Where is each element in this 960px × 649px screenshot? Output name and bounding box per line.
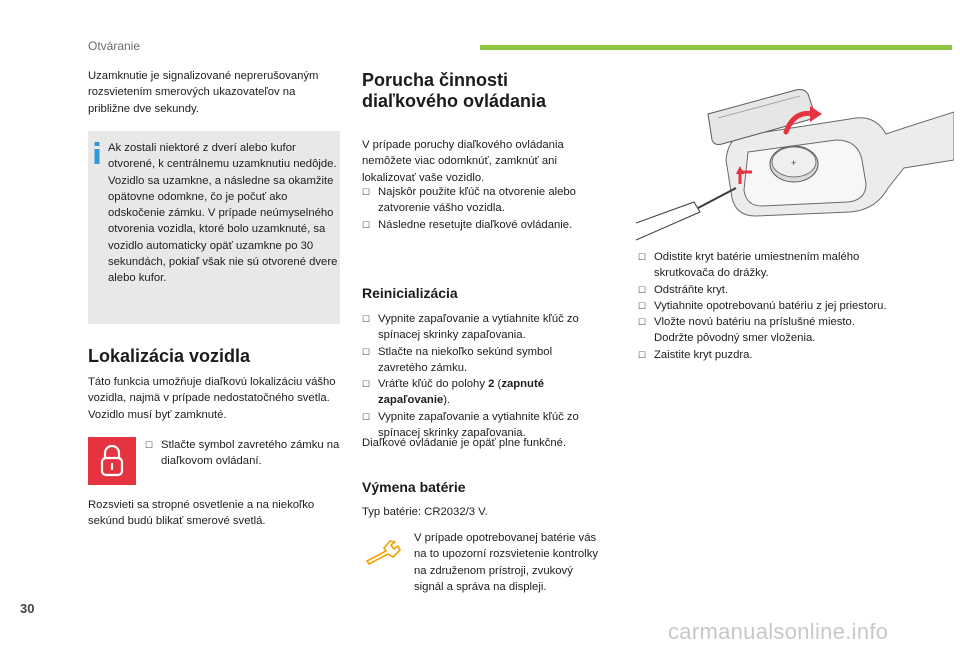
lock-step-list <box>145 437 340 470</box>
failure-text: V prípade poruchy diaľkového ovládania nemôžete viac odomknúť, zamknúť ani lokalizovať vaše vozidlo. <box>362 139 564 184</box>
section-title: Otváranie <box>88 39 141 53</box>
list-item: ☐ Odistite kryt batérie umiestnením malého skrutkovača do drážky. <box>638 249 888 282</box>
svg-text:+: + <box>791 158 797 168</box>
battery-heading: Výmena batérie <box>362 479 466 495</box>
failure-heading-line2: diaľkového ovládania <box>362 91 546 111</box>
wrench-icon <box>366 540 404 570</box>
list-item: ☐ Vytiahnite opotrebovanú batériu z jej priestoru. <box>638 298 888 314</box>
reinit-steps <box>362 311 602 441</box>
list-item: ☐ Vypnite zapaľovanie a vytiahnite kľúč zo spínacej skrinky zapaľovania. <box>362 409 602 442</box>
header-accent-bar <box>480 45 952 50</box>
failure-steps <box>362 184 602 233</box>
list-item: ☐ Zaistite kryt puzdra. <box>638 347 888 363</box>
failure-heading <box>362 70 546 112</box>
battery-steps <box>638 249 888 363</box>
list-item: ☐ Stlačte na niekoľko sekúnd symbol zavretého zámku. <box>362 344 602 377</box>
reinit-result: Diaľkové ovládanie je opäť plne funkčné. <box>362 437 567 449</box>
list-item: ☐ Následne resetujte diaľkové ovládanie. <box>362 217 602 233</box>
list-item: ☐ Odstráňte kryt. <box>638 282 888 298</box>
list-item: ☐ Stlačte symbol zavretého zámku na diaľkovom ovládaní. <box>145 437 340 470</box>
lock-symbol-box <box>88 437 136 485</box>
failure-heading-line1: Porucha činnosti <box>362 70 509 90</box>
list-item: ☐ Vložte novú batériu na príslušné miesto. Dodržte pôvodný smer vloženia. <box>638 314 888 347</box>
info-box <box>88 131 340 324</box>
reinit-heading: Reinicializácia <box>362 285 458 301</box>
locate-result: Rozsvieti sa stropné osvetlenie a na niekoľko sekúnd budú blikať smerové svetlá. <box>88 499 315 528</box>
key-battery-illustration <box>636 88 954 243</box>
battery-warning: V prípade opotrebovanej batérie vás na to upozorní rozsvietenie kontrolky na združenom prístroji, zvukový signál a správa na displeji. <box>414 532 598 593</box>
info-box-text: Ak zostali niektoré z dverí alebo kufor otvorené, k centrálnemu uzamknutiu nedôjde. Vozidlo sa uzamkne, a následne sa okamžite opätovne odomkne, čo je počuť ako odskočenie zámku. V prípade neúmyselného otvorenia vozidla, ktoré bolo uzamknuté, sa vozidlo automaticky opäť uzamkne po 30 sekundách, pokiaľ však nie sú otvorené dvere alebo kufor. <box>108 142 338 285</box>
list-item: ☐ Vráťte kľúč do polohy 2 (zapnuté zapaľovanie). <box>362 376 602 409</box>
watermark: carmanualsonline.info <box>668 619 889 644</box>
list-item: ☐ Vypnite zapaľovanie a vytiahnite kľúč zo spínacej skrinky zapaľovania. <box>362 311 602 344</box>
page-number: 30 <box>20 601 35 616</box>
intro-text: Uzamknutie je signalizované neprerušovaným rozsvietením smerových ukazovateľov na približne dve sekundy. <box>88 70 319 115</box>
info-icon <box>92 142 102 164</box>
list-item: ☐ Najskôr použite kľúč na otvorenie alebo zatvorenie vášho vozidla. <box>362 184 602 217</box>
locate-heading: Lokalizácia vozidla <box>88 346 251 366</box>
lock-icon <box>88 437 136 485</box>
battery-type: Typ batérie: CR2032/3 V. <box>362 506 488 518</box>
locate-text: Táto funkcia umožňuje diaľkovú lokalizáciu vášho vozidla, najmä v prípade nedostatočného svetla. Vozidlo musí byť zamknuté. <box>88 376 336 421</box>
